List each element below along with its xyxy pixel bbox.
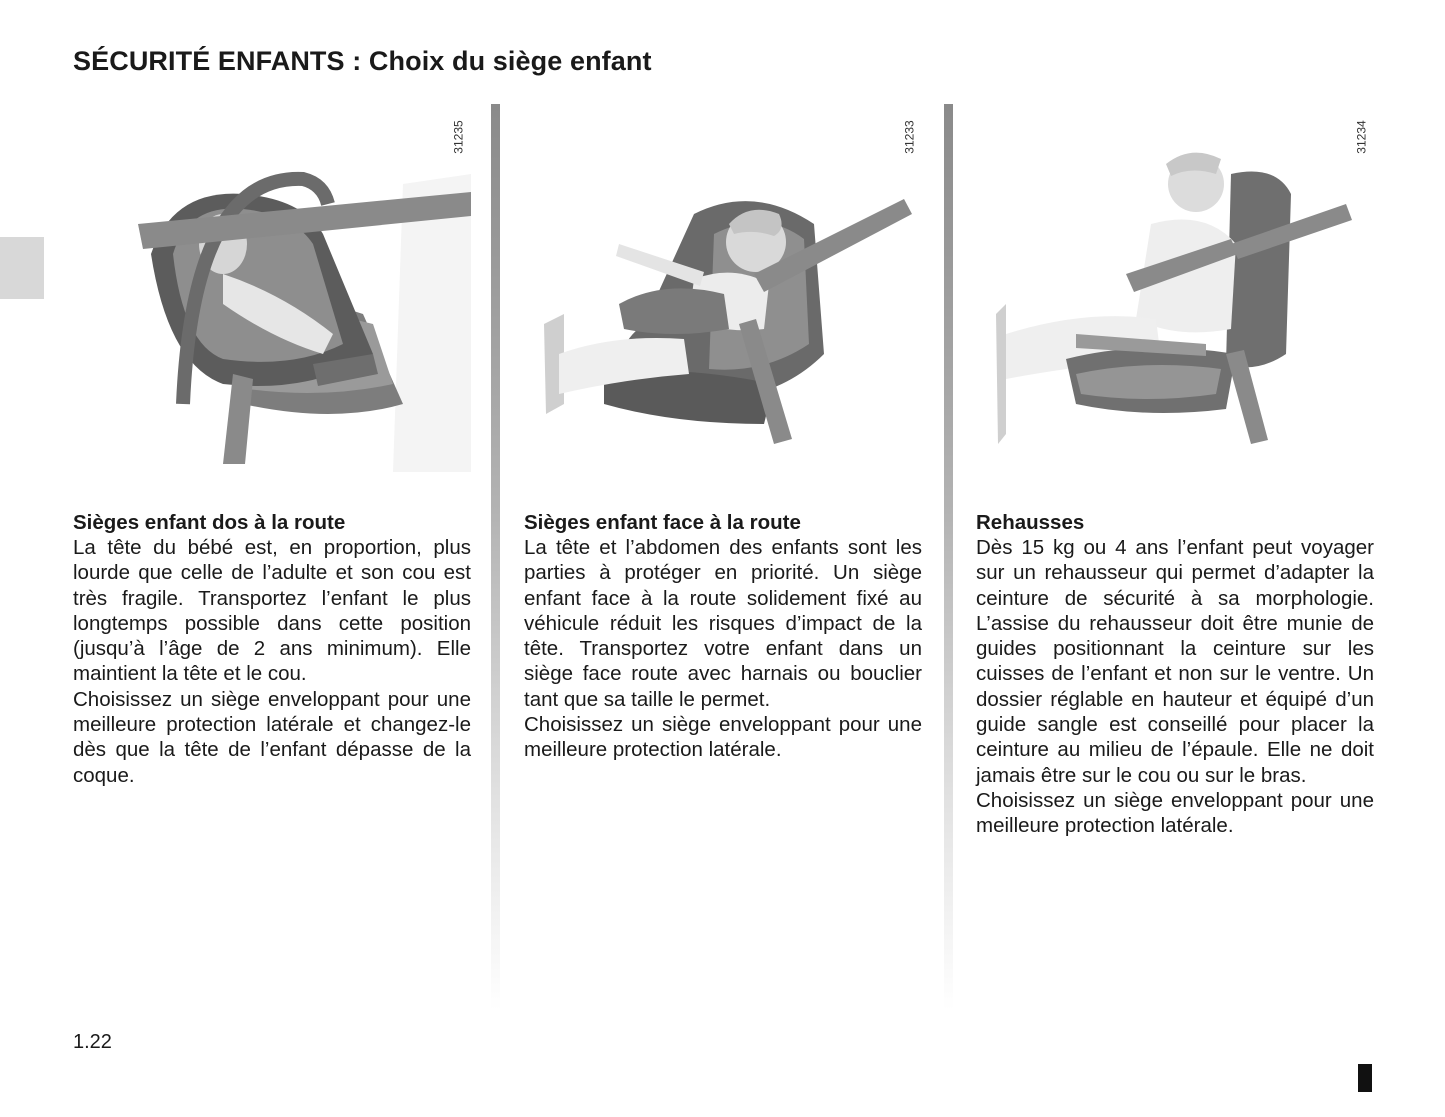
paragraph: Choisissez un siège enveloppant pour une meilleure protection latérale. xyxy=(976,788,1374,838)
chapter-tab xyxy=(0,237,44,299)
paragraph: Dès 15 kg ou 4 ans l’enfant peut voyager sur un rehausseur qui permet d’adapter la ceinture de sécurité à sa morphologie. L’assise du rehausseur doit être munie de guides positionnant la ceinture sur les cuisses de l’enfant et non sur le ventre. Un dossier réglable en hauteur et équipé d’un guide sangle est conseillé pour placer la ceinture au milieu de l’épaule. Elle ne doit jamais être sur le cou ou sur le bras. xyxy=(976,536,1374,787)
page-corner-mark xyxy=(1358,1064,1372,1092)
section-body xyxy=(976,535,1374,839)
section-heading: Sièges enfant dos à la route xyxy=(73,511,346,534)
figure-reference: 31233 xyxy=(903,120,917,154)
paragraph: La tête et l’abdomen des enfants sont les parties à protéger en priorité. Un siège enfant face à la route solidement fixé au véhicule réduit les risques d’impact de la tête. Transportez votre enfant dans un siège face route avec harnais ou bouclier tant que sa taille le permet. xyxy=(524,536,922,711)
booster-seat-drawing xyxy=(976,104,1374,472)
forward-facing-child-seat-illustration xyxy=(524,104,922,472)
column-forward-facing xyxy=(524,104,922,763)
page-title: SÉCURITÉ ENFANTS : Choix du siège enfant xyxy=(73,46,652,76)
booster-seat-illustration xyxy=(976,104,1374,472)
page-number: 1.22 xyxy=(73,1031,112,1053)
section-heading: Sièges enfant face à la route xyxy=(524,511,801,534)
section-heading: Rehausses xyxy=(976,511,1085,534)
paragraph: La tête du bébé est, en proportion, plus lourde que celle de l’adulte et son cou est très fragile. Transportez l’enfant le plus longtemps possible dans cette position (jusqu’à l’âge de 2 ans minimum). Elle maintient la tête et le cou. xyxy=(73,536,471,686)
rear-facing-seat-drawing xyxy=(73,104,471,472)
column-divider xyxy=(944,104,953,1010)
figure-reference: 31235 xyxy=(452,120,466,154)
paragraph: Choisissez un siège enveloppant pour une meilleure protection latérale. xyxy=(524,713,922,762)
rear-facing-infant-seat-illustration xyxy=(73,104,471,472)
section-body xyxy=(73,535,471,788)
section-body xyxy=(524,535,922,763)
forward-facing-seat-drawing xyxy=(524,104,922,472)
column-booster xyxy=(976,104,1374,839)
paragraph: Choisissez un siège enveloppant pour une meilleure protection latérale et changez-le dès que la tête de l’enfant dépasse de la coque. xyxy=(73,687,471,787)
column-divider xyxy=(491,104,500,1010)
figure-reference: 31234 xyxy=(1355,120,1369,154)
column-rear-facing xyxy=(73,104,471,788)
